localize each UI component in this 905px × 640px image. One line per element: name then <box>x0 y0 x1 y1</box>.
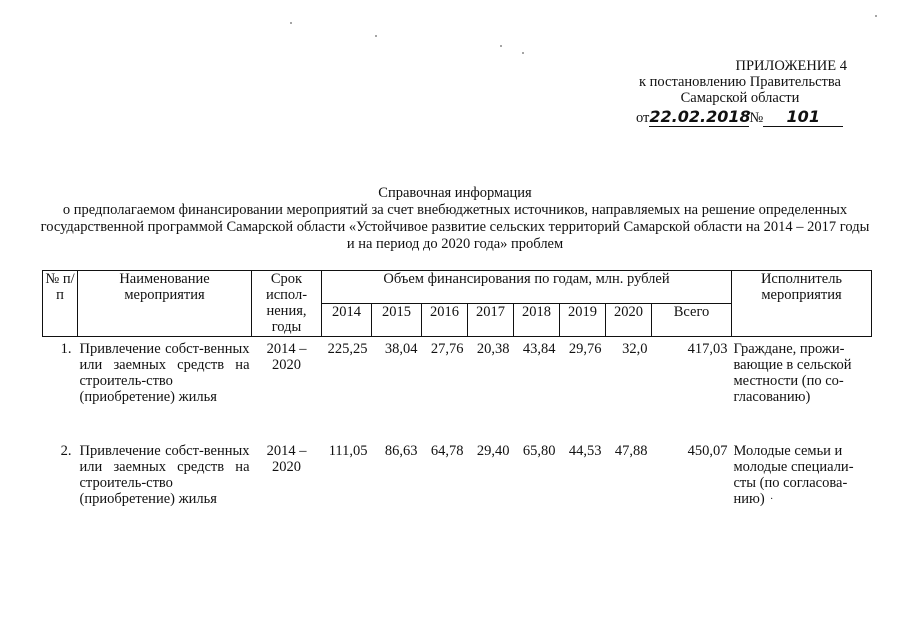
row-value: 38,04 <box>384 341 418 357</box>
row-value: 86,63 <box>384 443 418 459</box>
row-value: 47,88 <box>614 443 648 459</box>
row-executor: Граждане, прожи-вающие в сельской местности (по со-гласованию) <box>733 341 852 405</box>
header-name: Наименование мероприятия <box>78 271 252 337</box>
number-prefix: № <box>749 110 764 126</box>
row-value: 225,25 <box>327 341 368 357</box>
row-value: 20,38 <box>476 341 510 357</box>
header-year: 2019 <box>560 304 606 337</box>
row-value: 111,05 <box>328 443 368 459</box>
header-year: 2014 <box>322 304 372 337</box>
scan-speck <box>375 35 377 37</box>
row-total: 450,07 <box>687 443 728 459</box>
scan-speck <box>875 15 877 17</box>
appendix-block <box>615 58 865 106</box>
stray-mark: · <box>770 494 774 505</box>
row-value: 29,76 <box>568 341 602 357</box>
row-activity: Привлечение собст-венных или заемных средств на строитель-ство (приобретение) жилья <box>79 341 250 405</box>
header-num: № п/п <box>43 271 78 337</box>
row-value: 43,84 <box>522 341 556 357</box>
header-year: 2020 <box>606 304 652 337</box>
table-row <box>43 441 872 523</box>
header-total: Всего <box>652 304 732 337</box>
scan-speck <box>522 52 524 54</box>
row-value: 65,80 <box>522 443 556 459</box>
header-year: 2017 <box>468 304 514 337</box>
row-value: 32,0 <box>622 341 648 357</box>
appendix-line-1: к постановлению Правительства <box>639 74 841 90</box>
row-total: 417,03 <box>687 341 728 357</box>
row-term: 2014 – 2020 <box>266 443 307 475</box>
table-row <box>43 337 872 442</box>
header-executor: Исполнитель мероприятия <box>732 271 872 337</box>
order-line <box>636 107 843 127</box>
row-number: 1. <box>60 341 72 357</box>
appendix-line-2: Самарской области <box>680 90 800 106</box>
row-value: 29,40 <box>476 443 510 459</box>
financing-table <box>42 270 872 523</box>
document-heading <box>40 185 870 253</box>
header-year: 2016 <box>422 304 468 337</box>
scan-speck <box>500 45 502 47</box>
appendix-title: ПРИЛОЖЕНИЕ 4 <box>735 58 847 74</box>
row-value: 27,76 <box>430 341 464 357</box>
handwritten-number: 101 <box>763 107 843 127</box>
handwritten-date: 22.02.2018 <box>649 107 751 126</box>
date-prefix: от <box>636 110 650 126</box>
heading-title: Справочная информация <box>378 185 532 201</box>
row-value: 44,53 <box>568 443 602 459</box>
row-number: 2. <box>60 443 72 459</box>
row-executor: Молодые семьи и молодые специали-сты (по согласова-нию) <box>733 443 854 507</box>
header-year: 2018 <box>514 304 560 337</box>
header-year: 2015 <box>372 304 422 337</box>
header-funding: Объем финансирования по годам, млн. рублей <box>322 271 732 304</box>
heading-text: о предполагаемом финансировании мероприятий за счет внебюджетных источников, направляемых на решение определенных государственной программой Самарской области «Устойчивое развитие сельских территорий Самарской области на 2014 – 2017 годы и на период до 2020 года» проблем <box>40 202 870 252</box>
row-activity: Привлечение собст-венных или заемных средств на строитель-ство (приобретение) жилья <box>79 443 250 507</box>
scan-speck <box>290 22 292 24</box>
header-term: Срок испол-нения, годы <box>252 271 322 337</box>
row-term: 2014 – 2020 <box>266 341 307 373</box>
row-value: 64,78 <box>430 443 464 459</box>
